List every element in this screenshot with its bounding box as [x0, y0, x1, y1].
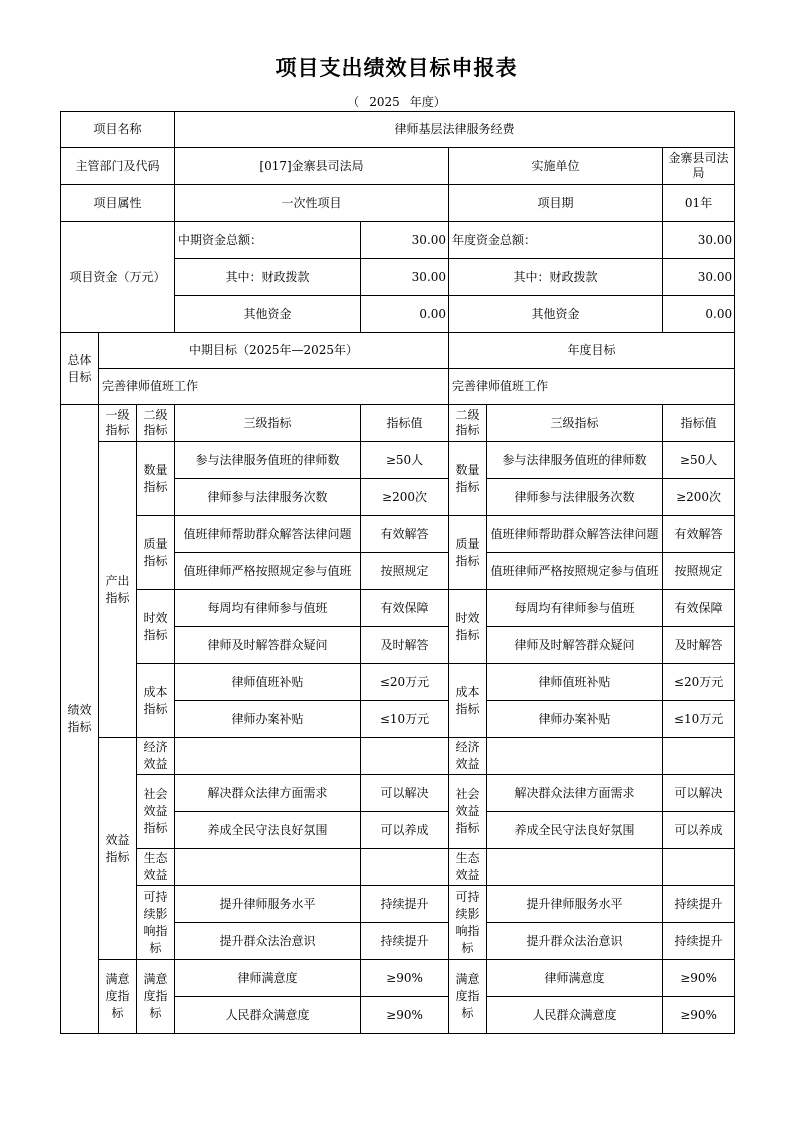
- output-label: 产出指标: [99, 442, 137, 738]
- time-r2: 律师及时解答群众疑问: [175, 627, 361, 664]
- qty-r1-year: 参与法律服务值班的律师数: [487, 442, 663, 479]
- time-v2-year: 及时解答: [663, 627, 735, 664]
- period-value: 01年: [663, 185, 735, 222]
- time-v2: 及时解答: [361, 627, 449, 664]
- econ-label-year: 经济效益: [449, 738, 487, 775]
- econ-r1: [175, 738, 361, 775]
- row-goals-text: [61, 369, 735, 405]
- performance-form: [60, 111, 735, 1034]
- social-r1-year: 解决群众法律方面需求: [487, 775, 663, 812]
- sustain-v2: 持续提升: [361, 923, 449, 960]
- eco-r1: [175, 849, 361, 886]
- year-total-value: 30.00: [663, 222, 735, 259]
- satis-r2-year: 人民群众满意度: [487, 997, 663, 1034]
- project-name-label: 项目名称: [61, 112, 175, 148]
- attr-label: 项目属性: [61, 185, 175, 222]
- eco-v1-year: [663, 849, 735, 886]
- qty-r2: 律师参与法律服务次数: [175, 479, 361, 516]
- year-open: （: [347, 95, 360, 109]
- dept-value: [017]金寨县司法局: [175, 148, 449, 185]
- satis-v2-year: ≥90%: [663, 997, 735, 1034]
- social-r2-year: 养成全民守法良好氛围: [487, 812, 663, 849]
- satis-r2: 人民群众满意度: [175, 997, 361, 1034]
- mid-total-value: 30.00: [361, 222, 449, 259]
- sustain-r2-year: 提升群众法治意识: [487, 923, 663, 960]
- cost-v1: ≤20万元: [361, 664, 449, 701]
- time-r2-year: 律师及时解答群众疑问: [487, 627, 663, 664]
- page-title: 项目支出绩效目标申报表: [275, 56, 518, 80]
- time-v1: 有效保障: [361, 590, 449, 627]
- header-level3-year: 三级指标: [487, 405, 663, 442]
- sustain-label: 可持续影响指标: [137, 886, 175, 960]
- sustain-v1-year: 持续提升: [663, 886, 735, 923]
- attr-value: 一次性项目: [175, 185, 449, 222]
- year-other-label: 其他资金: [449, 296, 663, 333]
- qty-r1: 参与法律服务值班的律师数: [175, 442, 361, 479]
- cost-r1-year: 律师值班补贴: [487, 664, 663, 701]
- row-goals-header: [61, 333, 735, 369]
- satis-v1-year: ≥90%: [663, 960, 735, 997]
- social-v1-year: 可以解决: [663, 775, 735, 812]
- dept-label: 主管部门及代码: [61, 148, 175, 185]
- satis-v2: ≥90%: [361, 997, 449, 1034]
- table-row: [61, 960, 735, 997]
- year-goal-text: 完善律师值班工作: [449, 369, 735, 405]
- year-total-label: 年度资金总额：: [449, 222, 663, 259]
- social-label-year: 社会效益指标: [449, 775, 487, 849]
- satis-r1: 律师满意度: [175, 960, 361, 997]
- time-r1: 每周均有律师参与值班: [175, 590, 361, 627]
- qual-r2-year: 值班律师严格按照规定参与值班: [487, 553, 663, 590]
- year-value: 2025: [369, 95, 400, 109]
- econ-v1: [361, 738, 449, 775]
- qty-v2-year: ≥200次: [663, 479, 735, 516]
- year-fiscal-value: 30.00: [663, 259, 735, 296]
- row-indicator-header: [61, 405, 735, 442]
- cost-v2-year: ≤10万元: [663, 701, 735, 738]
- cost-label-year: 成本指标: [449, 664, 487, 738]
- econ-r1-year: [487, 738, 663, 775]
- econ-label: 经济效益: [137, 738, 175, 775]
- qual-label-year: 质量指标: [449, 516, 487, 590]
- mid-fiscal-value: 30.00: [361, 259, 449, 296]
- eco-label-year: 生态效益: [449, 849, 487, 886]
- eco-label: 生态效益: [137, 849, 175, 886]
- sustain-r1: 提升律师服务水平: [175, 886, 361, 923]
- social-v2: 可以养成: [361, 812, 449, 849]
- social-r1: 解决群众法律方面需求: [175, 775, 361, 812]
- cost-r2-year: 律师办案补贴: [487, 701, 663, 738]
- social-r2: 养成全民守法良好氛围: [175, 812, 361, 849]
- table-row: [61, 849, 735, 886]
- cost-label: 成本指标: [137, 664, 175, 738]
- time-label-year: 时效指标: [449, 590, 487, 664]
- satis-label: 满意度指标: [137, 960, 175, 1034]
- time-label: 时效指标: [137, 590, 175, 664]
- impl-label: 实施单位: [449, 148, 663, 185]
- qual-v2-year: 按照规定: [663, 553, 735, 590]
- mid-other-value: 0.00: [361, 296, 449, 333]
- goals-label: 总体目标: [61, 333, 99, 405]
- year-line: [0, 93, 793, 110]
- qty-label-year: 数量指标: [449, 442, 487, 516]
- indicators-label: 绩效指标: [61, 405, 99, 1034]
- cost-r1: 律师值班补贴: [175, 664, 361, 701]
- header-level3: 三级指标: [175, 405, 361, 442]
- sustain-r1-year: 提升律师服务水平: [487, 886, 663, 923]
- time-v1-year: 有效保障: [663, 590, 735, 627]
- mid-fiscal-label: 其中：财政拨款: [175, 259, 361, 296]
- social-label: 社会效益指标: [137, 775, 175, 849]
- qty-label: 数量指标: [137, 442, 175, 516]
- time-r1-year: 每周均有律师参与值班: [487, 590, 663, 627]
- impl-value: 金寨县司法局: [663, 148, 735, 185]
- sustain-v1: 持续提升: [361, 886, 449, 923]
- eco-v1: [361, 849, 449, 886]
- year-goal-header: 年度目标: [449, 333, 735, 369]
- sustain-r2: 提升群众法治意识: [175, 923, 361, 960]
- satis-label-year: 满意度指标: [449, 960, 487, 1034]
- table-row: [61, 664, 735, 701]
- table-row: [61, 886, 735, 923]
- period-label: 项目期: [449, 185, 663, 222]
- sustain-label-year: 可持续影响指标: [449, 886, 487, 960]
- row-attr: [61, 185, 735, 222]
- eco-r1-year: [487, 849, 663, 886]
- project-name: 律师基层法律服务经费: [175, 112, 735, 148]
- mid-goal-header: 中期目标（2025年—2025年）: [99, 333, 449, 369]
- econ-v1-year: [663, 738, 735, 775]
- header-level1: 一级指标: [99, 405, 137, 442]
- cost-v2: ≤10万元: [361, 701, 449, 738]
- qual-v1-year: 有效解答: [663, 516, 735, 553]
- satis-v1: ≥90%: [361, 960, 449, 997]
- mid-total-label: 中期资金总额：: [175, 222, 361, 259]
- year-close: 年度）: [409, 95, 446, 109]
- table-row: [61, 775, 735, 812]
- header-level2: 二级指标: [137, 405, 175, 442]
- header-value-year: 指标值: [663, 405, 735, 442]
- mid-other-label: 其他资金: [175, 296, 361, 333]
- cost-r2: 律师办案补贴: [175, 701, 361, 738]
- social-v1: 可以解决: [361, 775, 449, 812]
- qty-r2-year: 律师参与法律服务次数: [487, 479, 663, 516]
- table-row: [61, 516, 735, 553]
- year-other-value: 0.00: [663, 296, 735, 333]
- benefit-label: 效益指标: [99, 738, 137, 960]
- table-row: [61, 442, 735, 479]
- qty-v1-year: ≥50人: [663, 442, 735, 479]
- mid-goal-text: 完善律师值班工作: [99, 369, 449, 405]
- satis-r1-year: 律师满意度: [487, 960, 663, 997]
- social-v2-year: 可以养成: [663, 812, 735, 849]
- row-funds-total: [61, 222, 735, 259]
- qual-r1-year: 值班律师帮助群众解答法律问题: [487, 516, 663, 553]
- cost-v1-year: ≤20万元: [663, 664, 735, 701]
- qty-v1: ≥50人: [361, 442, 449, 479]
- qty-v2: ≥200次: [361, 479, 449, 516]
- qual-v1: 有效解答: [361, 516, 449, 553]
- qual-v2: 按照规定: [361, 553, 449, 590]
- table-row: [61, 590, 735, 627]
- sustain-v2-year: 持续提升: [663, 923, 735, 960]
- satisfaction-label: 满意度指标: [99, 960, 137, 1034]
- funds-label: 项目资金（万元）: [61, 222, 175, 333]
- qual-r2: 值班律师严格按照规定参与值班: [175, 553, 361, 590]
- header-value: 指标值: [361, 405, 449, 442]
- qual-label: 质量指标: [137, 516, 175, 590]
- year-fiscal-label: 其中：财政拨款: [449, 259, 663, 296]
- row-project-name: [61, 112, 735, 148]
- qual-r1: 值班律师帮助群众解答法律问题: [175, 516, 361, 553]
- header-level2-year: 二级指标: [449, 405, 487, 442]
- row-dept: [61, 148, 735, 185]
- table-row: [61, 738, 735, 775]
